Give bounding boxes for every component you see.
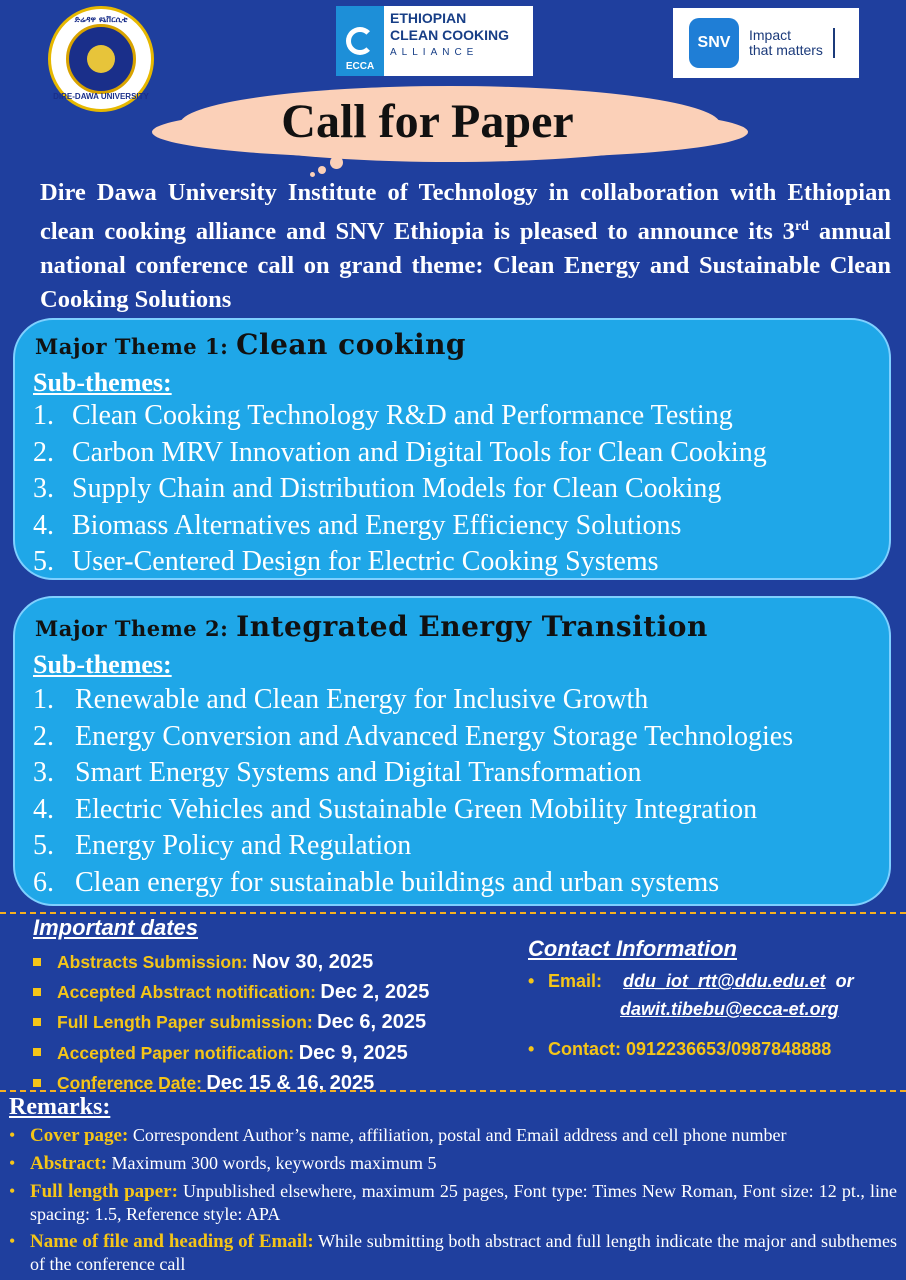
item-text: Smart Energy Systems and Digital Transformation [75, 757, 642, 789]
page-title: Call for Paper [281, 95, 574, 148]
ecca-logo [336, 6, 533, 76]
square-bullet-icon [33, 988, 41, 996]
phone-number: 0912236653/0987848888 [626, 1039, 832, 1059]
bullet-icon: • [9, 1125, 16, 1145]
bullet-icon: • [9, 1153, 16, 1173]
ecca-mark [336, 6, 384, 76]
item-number: 1. [33, 684, 54, 715]
item-text: Biomass Alternatives and Energy Efficiency Solutions [72, 509, 682, 541]
item-number: 5. [33, 830, 54, 862]
snv-tag-line2: that matters [749, 42, 823, 58]
date-item [33, 947, 429, 977]
cloud-dot [318, 166, 326, 174]
theme2-subtheme-item [33, 682, 793, 719]
theme2-name: Integrated Energy Transition [236, 610, 708, 643]
date-label: Conference Date: [57, 1072, 202, 1093]
item-number: 3. [33, 757, 54, 789]
remark-item [9, 1230, 897, 1275]
theme2-subtheme-item [33, 792, 793, 829]
contact-block [528, 967, 854, 1063]
item-text: Carbon MRV Innovation and Digital Tools for Clean Cooking [72, 436, 767, 468]
dates-heading: Important dates [33, 915, 199, 940]
item-number: 2. [33, 720, 54, 752]
theme2-subtheme-item [33, 828, 793, 865]
intro-sup: rd [794, 219, 809, 234]
date-value: Dec 2, 2025 [320, 981, 430, 1004]
theme1-subthemes-label: Sub-themes: [33, 368, 172, 397]
date-label: Abstracts Submission: [57, 952, 248, 972]
phone-label: Contact: [548, 1039, 621, 1059]
bullet-icon: • [9, 1181, 16, 1201]
intro-part1: Dire Dawa University Institute of Technology in collaboration with Ethiopian clean cooking alliance and SNV Ethiopia is pleased to announce its 3 [40, 179, 891, 246]
theme2-heading [35, 610, 708, 643]
theme2-prefix: Major Theme 2: [35, 616, 237, 641]
remark-label: Cover page: [30, 1125, 129, 1146]
divider [0, 912, 906, 914]
snv-logo [673, 8, 859, 78]
date-value: Dec 6, 2025 [317, 1011, 427, 1034]
item-number: 3. [33, 473, 54, 505]
square-bullet-icon [33, 958, 41, 966]
ddu-logo [48, 6, 154, 112]
ddu-logo-amharic: ድሬዳዋ ዩኒቨርሲቲ [74, 15, 128, 24]
theme1-subtheme-item [33, 471, 767, 508]
item-text: Clean Cooking Technology R&D and Performance Testing [72, 400, 733, 431]
theme1-box [13, 318, 891, 580]
remark-label: Name of file and heading of Email: [30, 1231, 314, 1252]
remark-item [9, 1124, 897, 1147]
date-label: Accepted Paper notification: [57, 1042, 295, 1063]
date-value: Nov 30, 2025 [252, 951, 374, 973]
intro-part2: annual national conference call on grand theme: Clean Energy and Sustainable Clean Cooking Solutions [40, 218, 892, 314]
remark-label: Abstract: [30, 1153, 108, 1174]
theme1-subtheme-list [33, 398, 767, 581]
ecca-line1: ETHIOPIAN [390, 10, 467, 26]
date-item [33, 1007, 429, 1037]
email-or: or [835, 971, 854, 991]
email-link-1[interactable]: ddu_iot_rtt@ddu.edu.et [623, 971, 826, 991]
ecca-abbr: ECCA [345, 61, 375, 72]
theme1-subtheme-item [33, 435, 767, 472]
ddu-emblem [66, 24, 136, 94]
item-text: Supply Chain and Distribution Models for Clean Cooking [72, 473, 722, 505]
theme2-subtheme-list [33, 682, 793, 902]
item-text: Energy Conversion and Advanced Energy Storage Technologies [75, 720, 794, 752]
date-label: Accepted Abstract notification: [57, 982, 316, 1003]
date-item [33, 977, 429, 1007]
bullet-icon: • [528, 1039, 535, 1059]
email-label: Email: [548, 971, 603, 991]
item-number: 2. [33, 436, 54, 468]
remark-label: Full length paper: [30, 1181, 178, 1202]
remarks-heading: Remarks: [9, 1094, 111, 1120]
item-text: Clean energy for sustainable buildings and urban systems [75, 866, 720, 898]
theme1-name: Clean cooking [236, 328, 467, 361]
square-bullet-icon [33, 1079, 41, 1087]
bullet-icon: • [9, 1231, 16, 1251]
email-link-2[interactable]: dawit.tibebu@ecca-et.org [620, 999, 839, 1019]
remarks-list [9, 1124, 897, 1280]
date-item [33, 1038, 429, 1068]
theme2-subtheme-item [33, 865, 793, 902]
bullet-icon: • [528, 971, 535, 991]
remark-text: While submitting both abstract and full length indicate the major and subthemes of the conference call [30, 1231, 897, 1274]
snv-tag-line1: Impact [749, 27, 792, 43]
item-number: 4. [33, 793, 54, 825]
item-number: 6. [33, 866, 54, 898]
cloud-dot [330, 156, 343, 169]
theme1-subtheme-item [33, 508, 767, 545]
date-label: Full Length Paper submission: [57, 1012, 313, 1033]
remark-text: Unpublished elsewhere, maximum 25 pages, Font type: Times New Roman, Font size: 12 pt., line spacing: 1.5, Reference style: APA [30, 1181, 898, 1224]
theme2-box [13, 596, 891, 906]
item-text: User-Centered Design for Electric Cooking Systems [72, 546, 659, 578]
theme2-subtheme-item [33, 719, 793, 756]
date-value: Dec 15 & 16, 2025 [206, 1071, 375, 1094]
contact-heading: Contact Information [528, 936, 737, 961]
square-bullet-icon [33, 1048, 41, 1056]
intro-paragraph [40, 176, 891, 317]
snv-badge: SNV [689, 18, 739, 68]
remark-text: Maximum 300 words, keywords maximum 5 [107, 1153, 437, 1173]
item-number: 1. [33, 400, 54, 431]
theme1-prefix: Major Theme 1: [35, 334, 237, 359]
date-value: Dec 9, 2025 [298, 1041, 408, 1064]
item-text: Energy Policy and Regulation [75, 830, 412, 862]
item-text: Renewable and Clean Energy for Inclusive Growth [75, 684, 649, 715]
dates-list [33, 947, 429, 1098]
remark-item [9, 1180, 897, 1225]
remark-item [9, 1152, 897, 1175]
theme2-subtheme-item [33, 755, 793, 792]
theme1-heading [35, 328, 466, 361]
square-bullet-icon [33, 1018, 41, 1026]
item-number: 5. [33, 546, 54, 578]
ecca-e-icon [346, 27, 374, 55]
item-number: 4. [33, 509, 54, 541]
theme1-subtheme-item [33, 544, 767, 581]
theme1-subtheme-item [33, 398, 767, 435]
ddu-logo-text: DIRE-DAWA UNIVERSITY [53, 92, 149, 101]
item-text: Electric Vehicles and Sustainable Green Mobility Integration [75, 793, 758, 825]
divider [0, 1090, 906, 1092]
ecca-line2: CLEAN COOKING [390, 27, 509, 43]
remark-text: Correspondent Author’s name, affiliation, postal and Email address and cell phone number [128, 1125, 787, 1145]
ecca-line3: ALLIANCE [390, 47, 479, 58]
theme2-subthemes-label: Sub-themes: [33, 650, 172, 679]
